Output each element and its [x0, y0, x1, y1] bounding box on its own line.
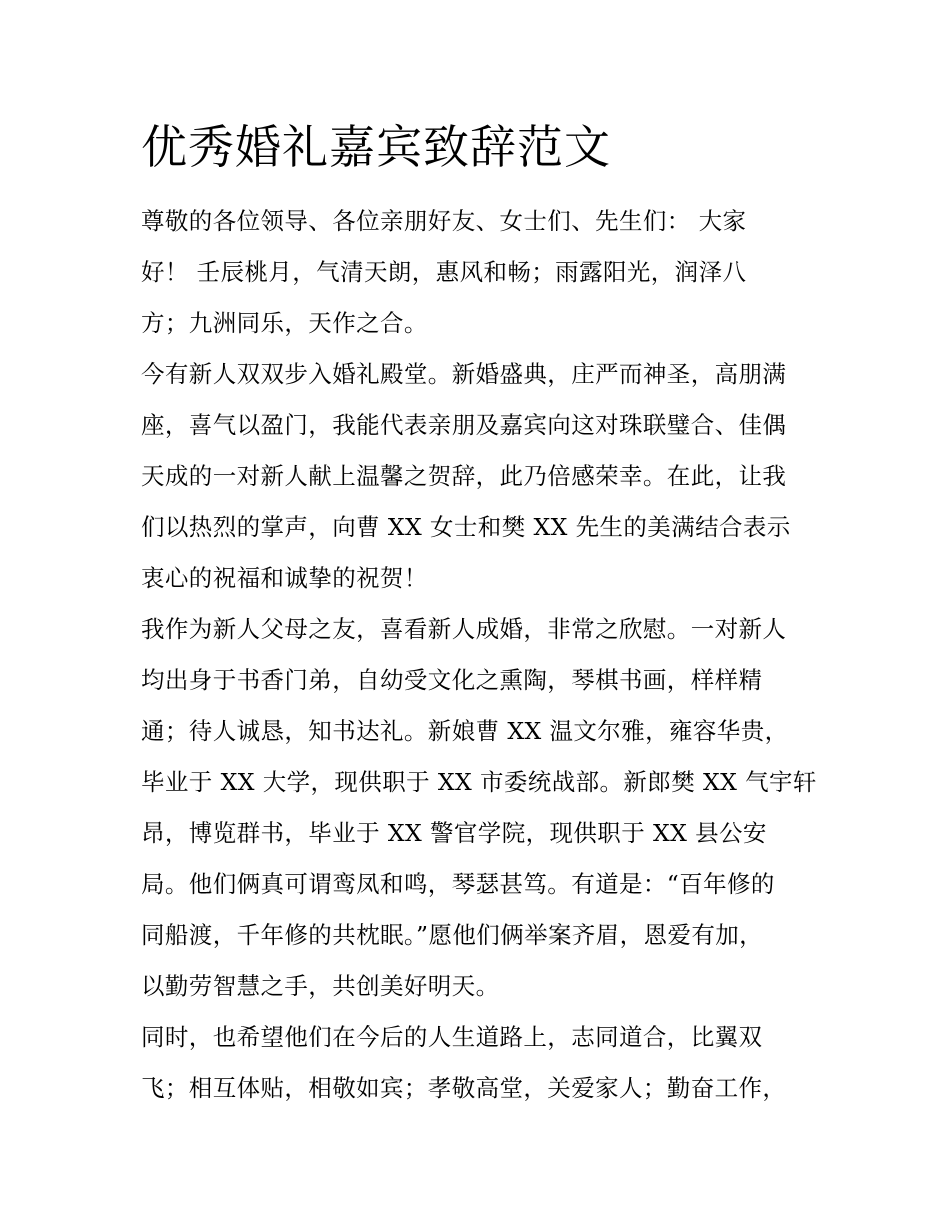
text-line: 方；九洲同乐，天作之合。 — [141, 309, 428, 337]
text-line: 同船渡，千年修的共枕眠。”愿他们俩举案齐眉，恩爱有加， — [141, 921, 764, 949]
text-line: 通；待人诚恳，知书达礼。新娘曹 XX 温文尔雅，雍容华贵， — [141, 717, 789, 745]
document-body — [141, 110, 821, 1114]
text-line: 以勤劳智慧之手，共创美好明天。 — [141, 972, 500, 1000]
text-line: 同时，也希望他们在今后的人生道路上，志同道合，比翼双 — [141, 1023, 763, 1051]
text-line: 均出身于书香门弟，自幼受文化之熏陶，琴棋书画，样样精 — [141, 666, 763, 694]
text-line: 我作为新人父母之友，喜看新人成婚，非常之欣慰。一对新人 — [141, 615, 787, 643]
text-line: 今有新人双双步入婚礼殿堂。新婚盛典，庄严而神圣，高朋满 — [141, 360, 787, 388]
paragraph-introduction — [141, 349, 821, 604]
text-line: 天成的一对新人献上温馨之贺辞，此乃倍感荣幸。在此，让我 — [141, 462, 787, 490]
text-line: 们以热烈的掌声，向曹 XX 女士和樊 XX 先生的美满结合表示 — [141, 513, 791, 541]
text-line: 昂，博览群书，毕业于 XX 警官学院，现供职于 XX 县公安 — [141, 819, 767, 847]
paragraph-couple-description — [141, 604, 821, 1012]
text-line: 座，喜气以盈门，我能代表亲朋及嘉宾向这对珠联璧合、佳偶 — [141, 411, 787, 439]
paragraph-greeting — [141, 196, 821, 349]
document-title: 优秀婚礼嘉宾致辞范文 — [141, 120, 611, 174]
text-line: 局。他们俩真可谓鸾凤和鸣，琴瑟甚笃。有道是：“百年修的 — [141, 870, 775, 898]
text-line: 毕业于 XX 大学，现供职于 XX 市委统战部。新郎樊 XX 气宇轩 — [141, 768, 817, 796]
text-line: 尊敬的各位领导、各位亲朋好友、女士们、先生们： 大家 — [141, 207, 747, 235]
text-line: 飞；相互体贴，相敬如宾；孝敬高堂，关爱家人；勤奋工作， — [141, 1074, 787, 1102]
paragraph-wishes — [141, 1012, 821, 1114]
text-line: 好！ 壬辰桃月，气清天朗，惠风和畅；雨露阳光，润泽八 — [141, 258, 747, 286]
text-line: 衷心的祝福和诚挚的祝贺！ — [141, 564, 428, 592]
